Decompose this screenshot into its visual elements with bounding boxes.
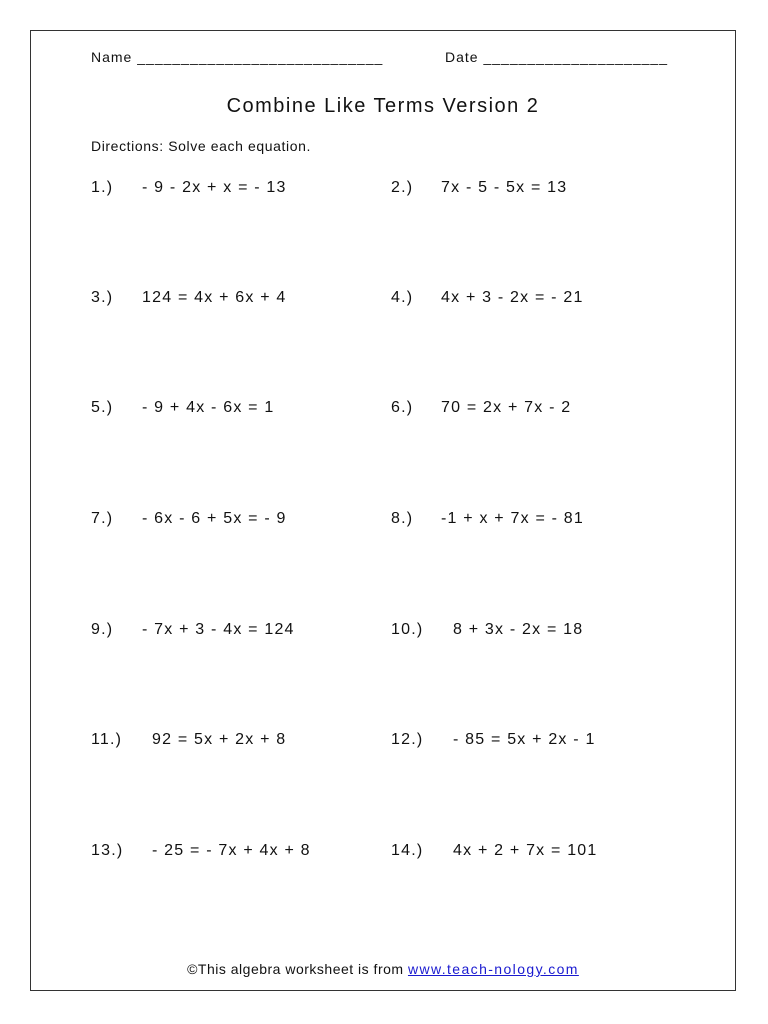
problem-12 bbox=[391, 731, 596, 749]
directions: Directions: Solve each equation. bbox=[91, 138, 311, 154]
problem-2 bbox=[391, 179, 567, 197]
problem-1 bbox=[91, 179, 287, 197]
problem-number: 14.) bbox=[391, 842, 424, 859]
footer bbox=[31, 961, 735, 977]
problem-4 bbox=[391, 289, 584, 307]
problem-number: 11.) bbox=[91, 731, 123, 748]
problem-equation: 4x + 3 - 2x = - 21 bbox=[441, 289, 584, 306]
problem-number: 6.) bbox=[391, 399, 414, 416]
problem-equation: - 6x - 6 + 5x = - 9 bbox=[142, 510, 287, 527]
problem-number: 5.) bbox=[91, 399, 114, 416]
problem-equation: - 9 - 2x + x = - 13 bbox=[142, 179, 287, 196]
date-label: Date bbox=[445, 49, 479, 65]
problem-10 bbox=[391, 621, 583, 639]
problem-6 bbox=[391, 399, 571, 417]
problem-14 bbox=[391, 842, 598, 860]
name-field bbox=[91, 49, 383, 65]
problem-equation: 124 = 4x + 6x + 4 bbox=[142, 289, 287, 306]
name-label: Name bbox=[91, 49, 133, 65]
name-blank: ____________________________ bbox=[137, 49, 384, 65]
problem-3 bbox=[91, 289, 287, 307]
problem-number: 10.) bbox=[391, 621, 424, 638]
worksheet-page bbox=[30, 30, 736, 991]
teach-nology-link[interactable]: www.teach-nology.com bbox=[407, 961, 579, 977]
problem-equation: 8 + 3x - 2x = 18 bbox=[453, 621, 584, 638]
problem-number: 7.) bbox=[91, 510, 114, 527]
problem-13 bbox=[91, 842, 311, 860]
problem-number: 8.) bbox=[391, 510, 414, 527]
problem-equation: 7x - 5 - 5x = 13 bbox=[441, 179, 568, 196]
problem-5 bbox=[91, 399, 274, 417]
footer-text: ©This algebra worksheet is from bbox=[187, 961, 404, 977]
problem-equation: - 7x + 3 - 4x = 124 bbox=[142, 621, 295, 638]
date-field bbox=[445, 49, 668, 65]
problem-number: 13.) bbox=[91, 842, 124, 859]
problem-equation: 4x + 2 + 7x = 101 bbox=[453, 842, 598, 859]
problem-number: 3.) bbox=[91, 289, 114, 306]
problem-7 bbox=[91, 510, 287, 528]
problem-11 bbox=[91, 731, 286, 749]
worksheet-title: Combine Like Terms Version 2 bbox=[226, 95, 540, 117]
problem-equation: -1 + x + 7x = - 81 bbox=[441, 510, 584, 527]
problem-equation: - 25 = - 7x + 4x + 8 bbox=[152, 842, 311, 859]
problem-number: 1.) bbox=[91, 179, 114, 196]
problem-equation: 70 = 2x + 7x - 2 bbox=[441, 399, 572, 416]
problem-number: 9.) bbox=[91, 621, 114, 638]
problem-equation: - 85 = 5x + 2x - 1 bbox=[453, 731, 596, 748]
date-blank: _____________________ bbox=[483, 49, 668, 65]
problem-number: 12.) bbox=[391, 731, 424, 748]
problem-9 bbox=[91, 621, 295, 639]
problem-equation: 92 = 5x + 2x + 8 bbox=[152, 731, 287, 748]
problem-8 bbox=[391, 510, 584, 528]
problem-number: 4.) bbox=[391, 289, 414, 306]
problem-equation: - 9 + 4x - 6x = 1 bbox=[142, 399, 275, 416]
problem-number: 2.) bbox=[391, 179, 414, 196]
